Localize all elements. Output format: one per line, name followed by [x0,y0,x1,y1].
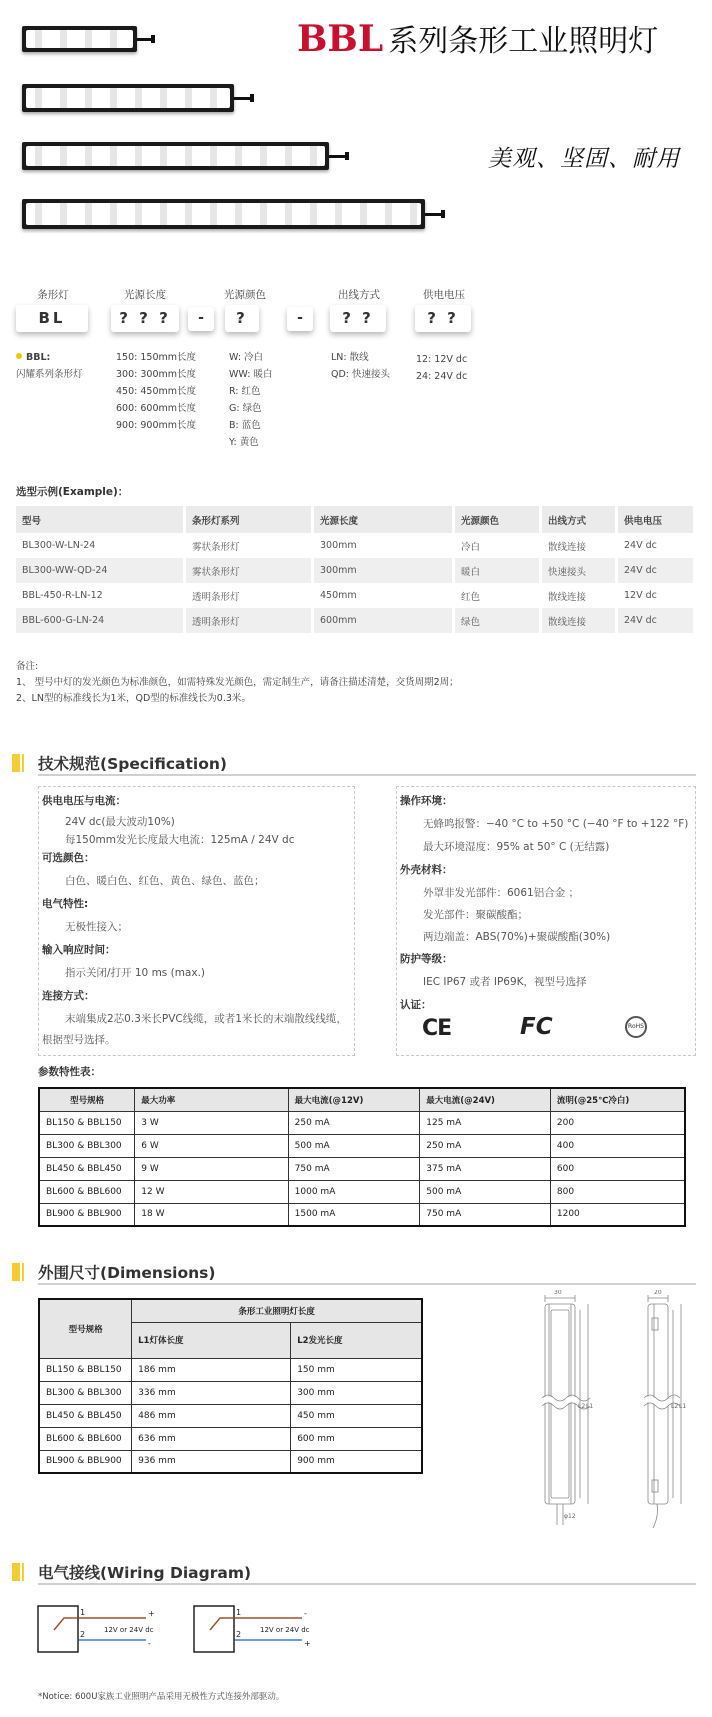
dim-header-model: 型号规格 [39,1299,132,1358]
code-box-outlet: ? ? [330,305,386,332]
rohs-mark-icon: RoHS [625,1016,647,1038]
brand-text: BBL [297,18,384,60]
dim-header-group: 条形工业照明灯长度 [132,1299,422,1322]
svg-text:-: - [304,1609,307,1618]
color-option: R: 红色 [229,386,261,397]
table-row: BL150 & BBL150 3 W 250 mA 125 mA 200 [39,1111,685,1134]
section-divider [38,1583,696,1585]
code-label-color: 光源颜色 [224,289,266,301]
table-row: BBL-600-G-LN-24 透明条形灯 600mm 绿色 散线连接 24V dc [16,608,696,633]
notes [16,659,459,707]
spec-right: 操作环境： 无蜂鸣报警：−40 °C to +50 °C (−40 °F to +122 °F) 最大环境湿度：95% at 50° C (无结露) 外壳材料： 外罩非发光部件：6061铝合金 ； 发光部件：聚碳酸酯； 两边端盖：ABS(70%)+聚碳酸酯(30%) 防护等级： IEC IP67 或者 IP69K，视型号选择 认证： [400,793,695,1017]
voltage-option: 24: 24V dc [416,371,468,382]
section-divider [38,1283,696,1285]
svg-text:+: + [304,1639,311,1648]
length-option: 150: 150mm长度 [116,352,196,363]
outlet-options [331,349,390,383]
length-option: 300: 300mm长度 [116,369,196,380]
section-marker [22,1563,24,1581]
example-table [16,506,696,633]
code-dash-1: - [188,307,214,331]
page-title [297,16,658,60]
table-row: BL600 & BBL600 12 W 1000 mA 500 mA 800 [39,1180,685,1203]
params-header-row [39,1088,685,1111]
wiring-diagram-2 [192,1604,332,1656]
svg-text:L1: L1 [586,1403,594,1410]
svg-text:30: 30 [554,1290,562,1296]
svg-text:1: 1 [80,1608,86,1617]
color-options [229,349,272,451]
params-header: 最大电流(@12V) [288,1088,420,1111]
params-title: 参数特性表： [38,1066,101,1078]
svg-text:12V or 24V dc: 12V or 24V dc [104,1626,154,1634]
slogan: 美观、坚固、耐用 [488,146,680,172]
table-row: BL600 & BBL600 636 mm 600 mm [39,1427,422,1450]
table-row: BBL-450-R-LN-12 透明条形灯 450mm 红色 散线连接 12V dc [16,583,696,608]
color-option: Y: 黄色 [229,437,259,448]
wiring-notice: *Notice: 600U家族工业照明产品采用无极性方式连接外部驱动。 [38,1692,285,1702]
spec-left: 供电电压与电流： 24V dc(最大波动10%) 每150mm发光长度最大电流：125mA / 24V dc 可选颜色： 白色、暖白色、红色、黄色、绿色、蓝色； 电气特性: 无极性接入； 输入响应时间： 指示关闭/打开 10 ms (max.) 连接方式： 末端集成2芯0.3米长PVC线缆，或者1米长的末端散线线缆， 根据型号选择。 [42,793,352,1050]
outlet-option: QD: 快速接头 [331,369,391,380]
table-row: BL900 & BBL900 18 W 1500 mA 750 mA 1200 [39,1203,685,1226]
note-line: 1、 型号中灯的发光颜色为标准颜色，如需特殊发光颜色，需定制生产，请备注描述清楚，交货周期2周； [16,677,459,688]
example-header: 供电电压 [618,506,696,533]
table-row: BL450 & BBL450 486 mm 450 mm [39,1404,422,1427]
spec-heading: 连接方式： [42,990,95,1002]
color-option: G: 绿色 [229,403,262,414]
dimensions-table [38,1298,423,1474]
dimensions-section-title: 外围尺寸(Dimensions) [38,1264,216,1282]
spec-heading: 防护等级： [400,953,453,965]
section-divider [38,774,696,776]
table-row: BL300 & BBL300 6 W 500 mA 250 mA 400 [39,1134,685,1157]
length-options [116,349,196,434]
svg-text:+: + [148,1609,155,1618]
example-header: 出线方式 [542,506,618,533]
svg-text:L1: L1 [679,1403,687,1410]
svg-text:2: 2 [236,1630,242,1639]
code-label-outlet: 出线方式 [338,289,380,301]
outlet-option: LN: 散线 [331,352,369,363]
table-row: BL300-WW-QD-24 雾状条形灯 300mm 暖白 快速接头 24V dc [16,558,696,583]
code-box-type: BL [16,305,88,332]
example-header: 条形灯系列 [186,506,314,533]
code-box-color: ? [225,305,259,332]
svg-text:φ12: φ12 [564,1513,576,1520]
length-option: 450: 450mm长度 [116,386,196,397]
svg-text:20: 20 [654,1290,662,1296]
color-option: B: 蓝色 [229,420,261,431]
title-text: 系列条形工业照明灯 [388,24,659,59]
params-header: 型号规格 [39,1088,135,1111]
svg-text:1: 1 [236,1608,242,1617]
table-row: BL450 & BBL450 9 W 750 mA 375 mA 600 [39,1157,685,1180]
svg-text:L2: L2 [671,1403,679,1410]
code-label-length: 光源长度 [124,289,166,301]
notes-title: 备注: [16,661,39,672]
svg-text:L2: L2 [578,1403,586,1410]
example-header-row [16,506,696,533]
spec-heading: 输入响应时间： [42,944,116,956]
wiring-diagram-1 [36,1604,176,1656]
code-box-voltage: ? ? [415,305,471,332]
length-option: 900: 900mm长度 [116,420,196,431]
svg-text:2: 2 [80,1630,86,1639]
spec-heading: 操作环境： [400,795,453,807]
voltage-option: 12: 12V dc [416,354,468,365]
spec-heading: 认证： [400,999,432,1011]
spec-heading: 外壳材料： [400,864,453,876]
section-marker [12,1563,20,1581]
spec-heading: 电气特性: [42,898,89,910]
section-marker [22,754,24,772]
spec-heading: 供电电压与电流： [42,795,126,807]
section-marker [22,1263,24,1281]
table-row: BL150 & BBL150 186 mm 150 mm [39,1358,422,1381]
example-header: 光源长度 [314,506,455,533]
params-header: 最大电流(@24V) [420,1088,551,1111]
dim-header-l1: L1灯体长度 [132,1322,291,1358]
spec-section-title: 技术规范(Specification) [38,755,227,773]
fcc-mark-icon: FC [520,1014,553,1040]
bullet-dot [16,353,22,359]
svg-text:12V or 24V dc: 12V or 24V dc [260,1626,310,1634]
ce-mark-icon: CE [422,1016,452,1041]
code-label-type: 条形灯 [37,289,69,301]
voltage-options [416,351,467,385]
spec-heading: 可选颜色： [42,852,95,864]
section-marker [12,1263,20,1281]
example-title: 选型示例(Example)： [16,486,129,498]
code-dash-2: - [287,307,313,331]
table-row: BL300 & BBL300 336 mm 300 mm [39,1381,422,1404]
length-option: 600: 600mm长度 [116,403,196,414]
example-header: 光源颜色 [455,506,542,533]
series-option: BBL: 闪耀系列条形灯 [16,352,83,380]
code-label-voltage: 供电电压 [423,289,465,301]
wiring-section-title: 电气接线(Wiring Diagram) [38,1564,252,1582]
color-option: W: 冷白 [229,352,264,363]
section-marker [12,754,20,772]
table-row: BL300-W-LN-24 雾状条形灯 300mm 冷白 散线连接 24V dc [16,533,696,558]
dimension-drawing [520,1290,700,1530]
svg-text:-: - [148,1639,151,1648]
example-header: 型号 [16,506,186,533]
params-header: 最大功率 [135,1088,288,1111]
note-line: 2、LN型的标准线长为1米，QD型的标准线长为0.3米。 [16,693,251,704]
code-box-length: ? ? ? [111,305,179,332]
color-option: WW: 暖白 [229,369,273,380]
dim-header-l2: L2发光长度 [291,1322,422,1358]
table-row: BL900 & BBL900 936 mm 900 mm [39,1450,422,1473]
params-header: 流明(@25℃冷白) [550,1088,685,1111]
params-table [38,1087,686,1227]
